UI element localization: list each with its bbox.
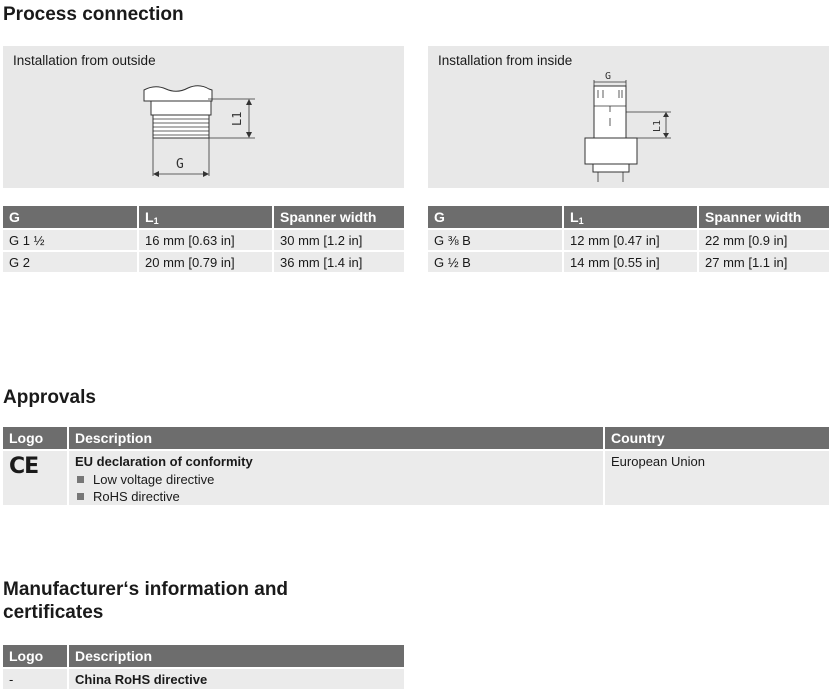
process-table-inside <box>426 204 831 274</box>
column-header-spanner-width: Spanner width <box>274 206 404 228</box>
panel-label-inside: Installation from inside <box>438 53 573 68</box>
list-item: Low voltage directive <box>75 471 597 488</box>
dimension-label-g: G <box>176 157 184 172</box>
list-item: RoHS directive <box>75 488 597 505</box>
column-header-logo: Logo <box>3 645 67 667</box>
section-title-approvals: Approvals <box>3 387 96 408</box>
table-row <box>3 669 404 689</box>
approvals-table <box>1 425 831 507</box>
cell-logo: - <box>3 669 67 689</box>
table-row <box>428 252 829 272</box>
table-header-row <box>3 427 829 449</box>
cell-g: G 1 ½ <box>3 230 137 250</box>
dimension-label-l1: L1 <box>652 119 663 132</box>
column-header-g: G <box>3 206 137 228</box>
section-title-process-connection: Process connection <box>3 4 184 25</box>
inside-installation-drawing <box>428 46 829 188</box>
cell-g: G 2 <box>3 252 137 272</box>
ce-logo: CE <box>3 451 67 505</box>
outside-installation-drawing <box>3 46 404 188</box>
table-header-row <box>3 206 404 228</box>
approval-title: EU declaration of conformity <box>75 454 253 469</box>
drawing-panel-outside <box>3 46 404 188</box>
drawing-panel-inside <box>428 46 829 188</box>
cell-spanner-width: 36 mm [1.4 in] <box>274 252 404 272</box>
approval-directive-list <box>75 471 597 505</box>
approval-country: European Union <box>605 451 829 505</box>
cell-l1: 14 mm [0.55 in] <box>564 252 697 272</box>
cell-l1: 16 mm [0.63 in] <box>139 230 272 250</box>
cell-g: G ⅜ B <box>428 230 562 250</box>
column-header-description: Description <box>69 645 404 667</box>
section-title-manufacturer-info: Manufacturer‘s information and certificates <box>3 579 289 623</box>
dimension-label-l1: L1 <box>230 111 244 126</box>
table-row <box>3 451 829 505</box>
column-header-spanner-width: Spanner width <box>699 206 829 228</box>
cell-l1: 12 mm [0.47 in] <box>564 230 697 250</box>
column-header-country: Country <box>605 427 829 449</box>
column-header-g: G <box>428 206 562 228</box>
table-row <box>428 230 829 250</box>
dimension-label-g: G <box>605 71 612 82</box>
column-header-logo: Logo <box>3 427 67 449</box>
table-header-row <box>3 645 404 667</box>
column-header-l1: $L_1$ <box>139 206 272 228</box>
cell-description: China RoHS directive <box>69 669 404 689</box>
column-header-description: Description <box>69 427 603 449</box>
table-row <box>3 252 404 272</box>
cell-spanner-width: 22 mm [0.9 in] <box>699 230 829 250</box>
manufacturer-table <box>1 643 406 691</box>
cell-spanner-width: 27 mm [1.1 in] <box>699 252 829 272</box>
approval-description <box>69 451 603 505</box>
cell-l1: 20 mm [0.79 in] <box>139 252 272 272</box>
process-table-outside <box>1 204 406 274</box>
column-header-l1: $L_1$ <box>564 206 697 228</box>
panel-label-outside: Installation from outside <box>13 53 156 68</box>
table-header-row <box>428 206 829 228</box>
cell-g: G ½ B <box>428 252 562 272</box>
cell-spanner-width: 30 mm [1.2 in] <box>274 230 404 250</box>
table-row <box>3 230 404 250</box>
